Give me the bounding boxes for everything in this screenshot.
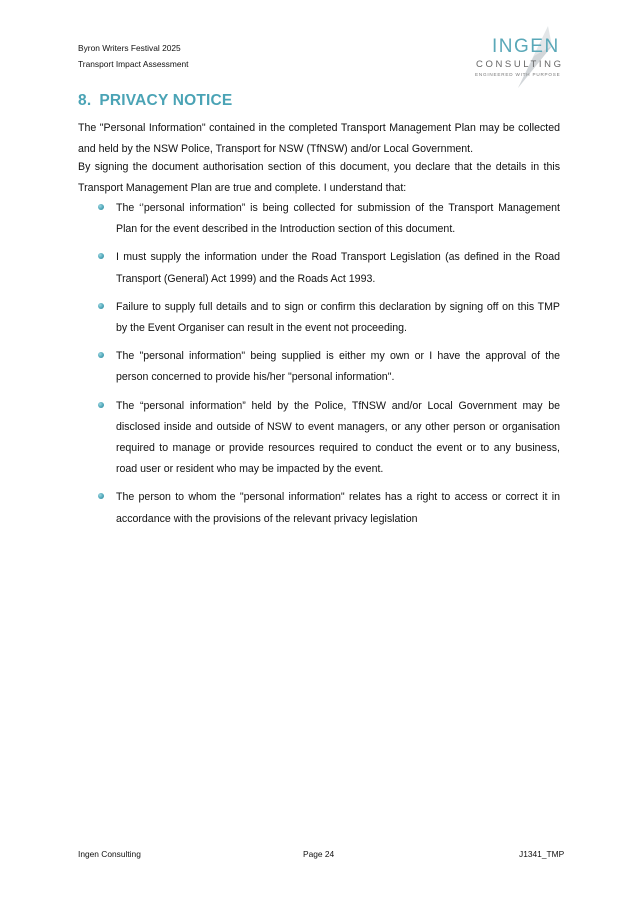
bullet-icon: [98, 352, 104, 358]
list-item-text: The “personal information” held by the Police, TfNSW and/or Local Government may be disclosed inside and outside of NSW to event managers, or any other person or organisation required to manage or provide resources required to conduct the event or to any business, road user or resident who may be impacted by the event.: [116, 399, 560, 476]
section-heading: [78, 92, 232, 110]
list-item-text: Failure to supply full details and to sign or confirm this declaration by signing off on this TMP by the Event Organiser can result in the event not proceeding.: [116, 300, 560, 335]
list-item: [96, 396, 560, 481]
list-item-text: I must supply the information under the Road Transport Legislation (as defined in the Road Transport (General) Act 1999) and the Roads Act 1993.: [116, 251, 560, 285]
bullet-icon: [98, 303, 104, 309]
list-item-text: The person to whom the "personal information" relates has a right to access or correct it in accordance with the provisions of the relevant privacy legislation: [116, 491, 560, 525]
ingen-consulting-logo: [472, 22, 568, 90]
bullet-icon: [98, 253, 104, 259]
paragraph-personal-information: The "Personal Information" contained in the completed Transport Management Plan may be collected and held by the NSW Police, Transport for NSW (TfNSW) and/or Local Government.: [78, 122, 560, 156]
paragraph-declaration: By signing the document authorisation section of this document, you declare that the details in this Transport Management Plan are true and complete. I understand that:: [78, 161, 560, 195]
footer-page-number: Page 24: [303, 849, 335, 859]
list-item: [96, 487, 560, 529]
header-document-type: Transport Impact Assessment: [78, 59, 189, 69]
list-item: [96, 297, 560, 339]
footer-document-reference: J1341_TMP: [519, 849, 565, 859]
logo-mark-icon: [472, 22, 568, 90]
logo-word-consulting: CONSULTING: [476, 59, 564, 70]
list-item-text: The "personal information" being supplied is either my own or I have the approval of the person concerned to provide his/her "personal information".: [116, 350, 560, 384]
document-header: [78, 40, 188, 72]
declaration-list: [96, 198, 560, 537]
bullet-icon: [98, 204, 104, 210]
section-number: 8.: [78, 92, 92, 109]
footer-company: Ingen Consulting: [78, 849, 141, 859]
logo-tagline: ENGINEERED WITH PURPOSE: [475, 72, 561, 77]
list-item: [96, 346, 560, 388]
list-item-text: The ‘’personal information” is being collected for submission of the Transport Management Plan for the event described in the Introduction section of this document.: [116, 202, 560, 236]
list-item: [96, 198, 560, 240]
bullet-icon: [98, 493, 104, 499]
list-item: [96, 247, 560, 289]
header-event-name: Byron Writers Festival 2025: [78, 43, 181, 53]
logo-word-ingen: INGEN: [492, 36, 560, 57]
section-title: PRIVACY NOTICE: [99, 92, 233, 109]
bullet-icon: [98, 402, 104, 408]
